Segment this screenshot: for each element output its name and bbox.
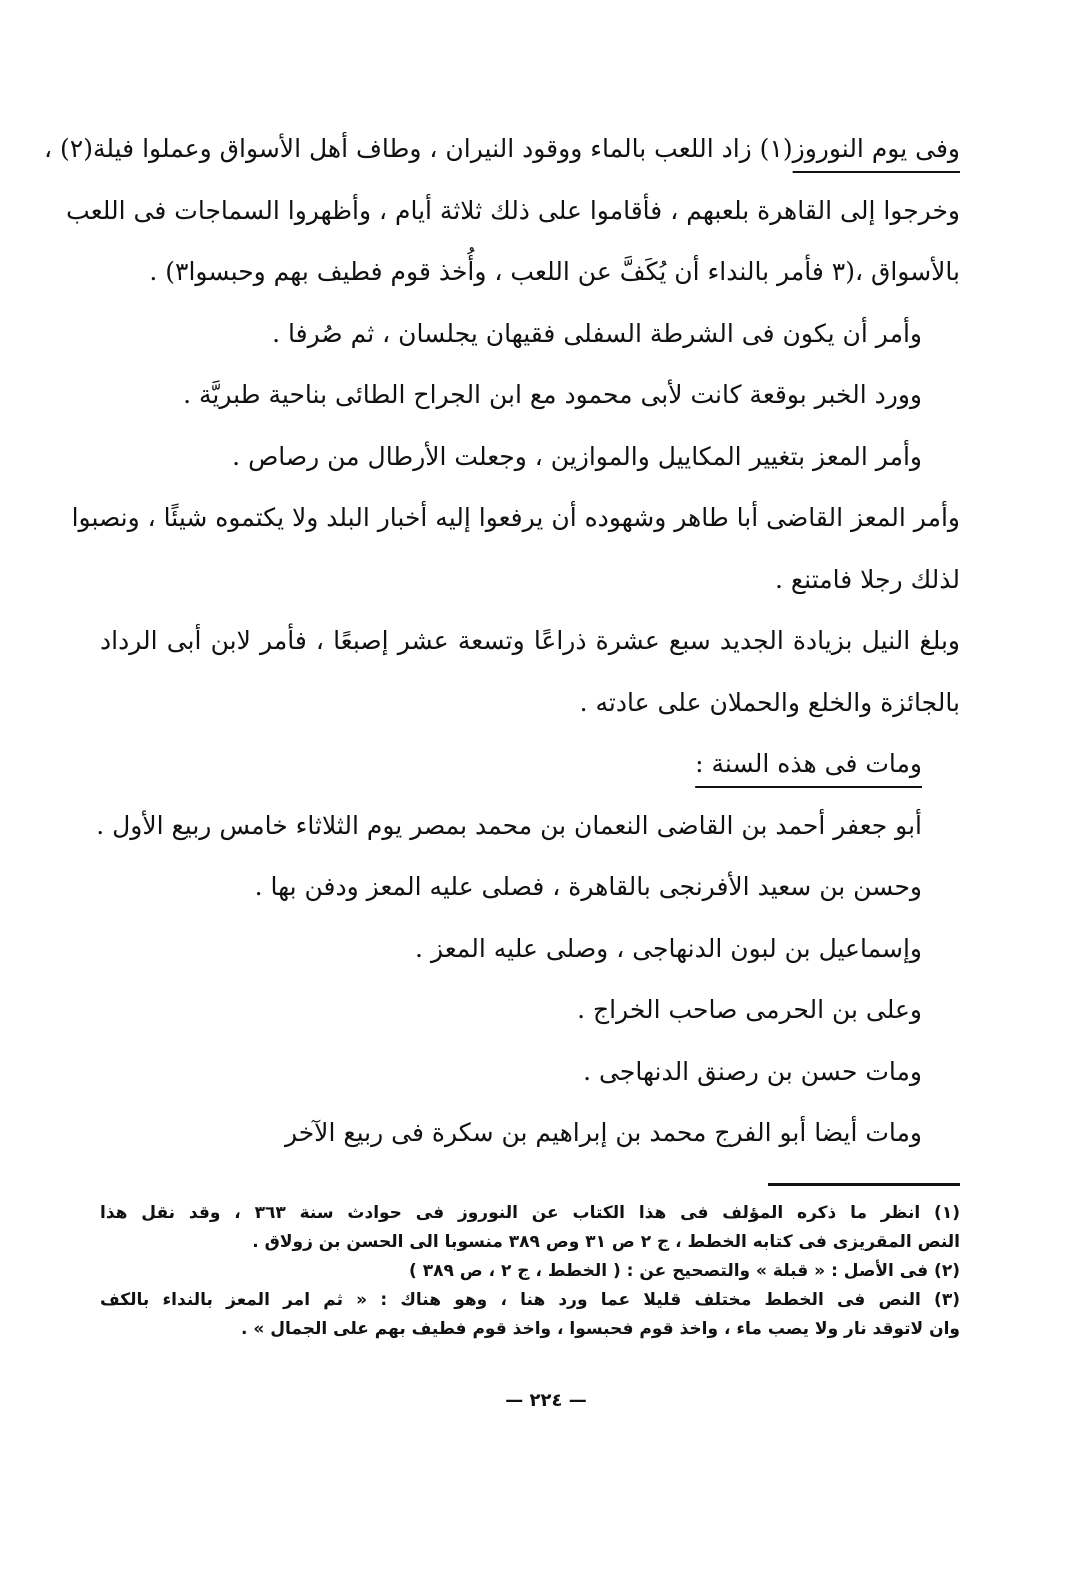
text-line-14: وإسماعيل بن لبون الدنهاجى ، وصلى عليه المعز . [415,933,922,963]
text-line-1: وفى يوم النوروز(١) زاد اللعب بالماء ووقود النيران ، وطاف أهل الأسواق وعملوا فيلة(٢) ، [43,134,960,163]
text-line-15: وعلى بن الحرمى صاحب الخراج . [577,995,922,1024]
footnote-3-line-1: (٣) النص فى الخطط مختلف قليلا عما ورد هنا ، وهو هناك : « ثم امر المعز بالنداء بالكف [100,1290,960,1310]
text-line-12: أبو جعفر أحمد بن القاضى النعمان بن محمد بمصر يوم الثلاثاء خامس ربيع الأول . [96,810,922,840]
text-line-13: وحسن بن سعيد الأفرنجى بالقاهرة ، فصلى عليه المعز ودفن بها . [254,872,922,901]
page-number: — ٢٢٤ — [505,1390,587,1411]
footnote-2: (٢) فى الأصل : « قبلة » والتصحيح عن : ( الخطط ، ج ٢ ، ص ٣٨٩ ) [409,1261,960,1281]
text-line-2: وخرجوا إلى القاهرة بلعبهم ، فأقاموا على ذلك ثلاثة أيام ، وأظهروا السماجات فى اللعب [66,195,960,225]
text-line-5: وورد الخبر بوقعة كانت لأبى محمود مع ابن الجراح الطائى بناحية طبريَّة . [183,380,922,409]
footnotes [100,1199,960,1344]
text-line-16: ومات حسن بن رصنق الدنهاجى . [583,1056,922,1086]
main-text [43,118,960,1164]
section-heading-line [100,733,960,795]
footnote-separator [768,1183,960,1186]
text-line-3: بالأسواق ،(٣ فأمر بالنداء أن يُكَفَّ عن اللعب ، وأُخذ قوم فطيف بهم وحبسوا٣) . [149,257,960,286]
text-line-10: بالجائزة والخلع والحملان على عادته . [579,687,960,717]
text-line-7: وأمر المعز القاضى أبا طاهر وشهوده أن يرفعوا إليه أخبار البلد ولا يكتموه شيئًا ، ونصبوا [71,503,960,532]
footnote-1-line-1: (١) انظر ما ذكره المؤلف فى هذا الكتاب عن النوروز فى حوادث سنة ٣٦٣ ، وقد نقل هذا [100,1203,960,1223]
text-line-6: وأمر المعز بتغيير المكاييل والموازين ، وجعلت الأرطال من رصاص . [232,441,922,471]
text-line-9: وبلغ النيل بزيادة الجديد سبع عشرة ذراعًا وتسعة عشر إصبعًا ، فأمر لابن أبى الرداد [100,626,960,655]
underlined-phrase: وفى يوم النوروز [792,134,960,163]
text-line-8: لذلك رجلا فامتنع . [774,564,960,594]
text-line-17: ومات أيضا أبو الفرج محمد بن إبراهيم بن سكرة فى ربيع الآخر [284,1118,922,1147]
section-heading: ومات فى هذه السنة : [695,749,922,778]
footnote-3-line-2: وان لاتوقد نار ولا يصب ماء ، واخذ قوم فحبسوا ، واخذ قوم فطيف بهم على الجمال » . [240,1319,960,1339]
text-line-4: وأمر أن يكون فى الشرطة السفلى فقيهان يجلسان ، ثم صُرفا . [272,318,922,348]
footnote-1-line-2: النص المقريزى فى كتابه الخطط ، ج ٢ ص ٣١ وص ٣٨٩ منسوبا الى الحسن بن زولاق . [252,1232,960,1252]
